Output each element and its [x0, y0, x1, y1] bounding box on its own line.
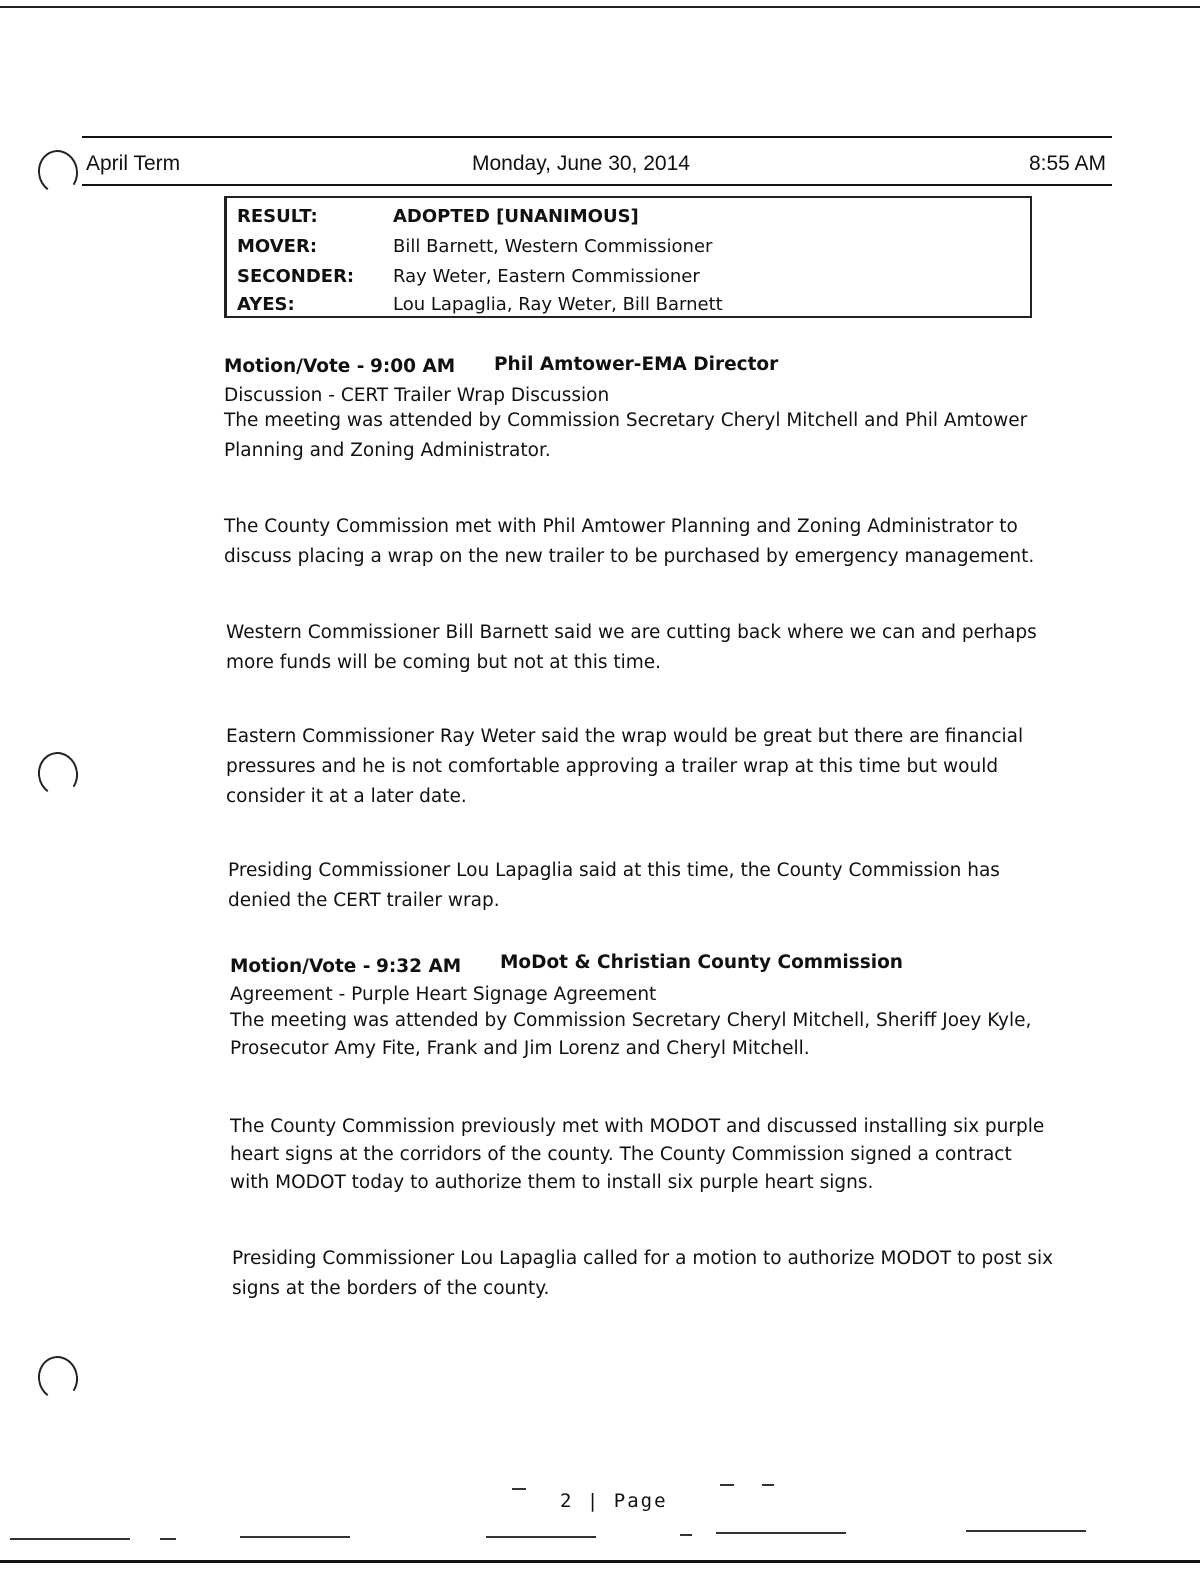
paragraph-line: Eastern Commissioner Ray Weter said the wrap would be great but there are financial — [226, 726, 1024, 747]
paragraph-line: The County Commission previously met with MODOT and discussed installing six purple — [230, 1116, 1045, 1137]
scan-mark — [486, 1536, 596, 1538]
term-label: April Term — [86, 152, 181, 175]
paragraph-line: consider it at a later date. — [226, 786, 467, 807]
mover-value: Bill Barnett, Western Commissioner — [393, 236, 713, 257]
result-value: ADOPTED [UNANIMOUS] — [393, 206, 639, 227]
paragraph-line: more funds will be coming but not at this time. — [226, 652, 662, 673]
page-number: 2 | Page — [560, 1490, 668, 1512]
ayes-value: Lou Lapaglia, Ray Weter, Bill Barnett — [393, 294, 723, 315]
scan-top-edge — [0, 6, 1200, 8]
binder-hole-bottom-icon — [34, 1353, 81, 1403]
scan-mark — [512, 1488, 526, 1490]
paragraph-line: Western Commissioner Bill Barnett said we are cutting back where we can and perhaps — [226, 622, 1037, 643]
paragraph-line: Presiding Commissioner Lou Lapaglia called for a motion to authorize MODOT to post six — [232, 1248, 1054, 1269]
seconder-value: Ray Weter, Eastern Commissioner — [393, 266, 700, 287]
paragraph-line: heart signs at the corridors of the county. The County Commission signed a contract — [230, 1144, 1012, 1165]
scan-mark — [680, 1534, 692, 1536]
result-label: RESULT: — [237, 206, 318, 227]
scan-mark — [160, 1538, 176, 1540]
scan-mark — [966, 1530, 1086, 1532]
paragraph-line: with MODOT today to authorize them to install six purple heart signs. — [230, 1172, 874, 1193]
scan-bottom-edge — [0, 1560, 1200, 1563]
ayes-label: AYES: — [237, 294, 295, 315]
discussion-line: Discussion - CERT Trailer Wrap Discussion — [224, 385, 610, 406]
mover-label: MOVER: — [237, 236, 318, 257]
meeting-date: Monday, June 30, 2014 — [472, 152, 690, 175]
vote-result-box — [224, 196, 1032, 318]
agreement-line: Agreement - Purple Heart Signage Agreement — [230, 984, 657, 1005]
motion-vote-label: Motion/Vote - — [230, 956, 371, 977]
header-bottom-rule — [82, 184, 1112, 186]
paragraph-line: discuss placing a wrap on the new trailer to be purchased by emergency management. — [224, 546, 1035, 567]
scan-mark — [240, 1536, 350, 1538]
meeting-time: 8:55 AM — [1028, 152, 1106, 175]
motion-time: 9:00 AM — [370, 356, 456, 377]
attendance-line: Prosecutor Amy Fite, Frank and Jim Lorenz and Cheryl Mitchell. — [230, 1038, 810, 1059]
paragraph-line: pressures and he is not comfortable approving a trailer wrap at this time but would — [226, 756, 999, 777]
presenter: Phil Amtower-EMA Director — [494, 354, 779, 375]
binder-hole-top-icon — [34, 147, 81, 197]
presenter: MoDot & Christian County Commission — [500, 952, 903, 973]
paragraph-line: Presiding Commissioner Lou Lapaglia said at this time, the County Commission has — [228, 860, 1000, 881]
attendance-line: Planning and Zoning Administrator. — [224, 440, 551, 461]
attendance-line: The meeting was attended by Commission Secretary Cheryl Mitchell and Phil Amtower — [224, 410, 1028, 431]
seconder-label: SECONDER: — [237, 266, 355, 287]
paragraph-line: denied the CERT trailer wrap. — [228, 890, 500, 911]
page-header — [84, 146, 1110, 182]
scan-mark — [720, 1484, 734, 1486]
motion-vote-label: Motion/Vote - — [224, 356, 365, 377]
scan-mark — [716, 1532, 846, 1534]
motion-time: 9:32 AM — [376, 956, 462, 977]
paragraph-line: The County Commission met with Phil Amtower Planning and Zoning Administrator to — [224, 516, 1018, 537]
scan-mark — [762, 1484, 774, 1486]
attendance-line: The meeting was attended by Commission Secretary Cheryl Mitchell, Sheriff Joey Kyle, — [230, 1010, 1032, 1031]
paragraph-line: signs at the borders of the county. — [232, 1278, 550, 1299]
header-top-rule — [82, 136, 1112, 138]
binder-hole-middle-icon — [34, 749, 81, 799]
scan-mark — [10, 1538, 130, 1540]
